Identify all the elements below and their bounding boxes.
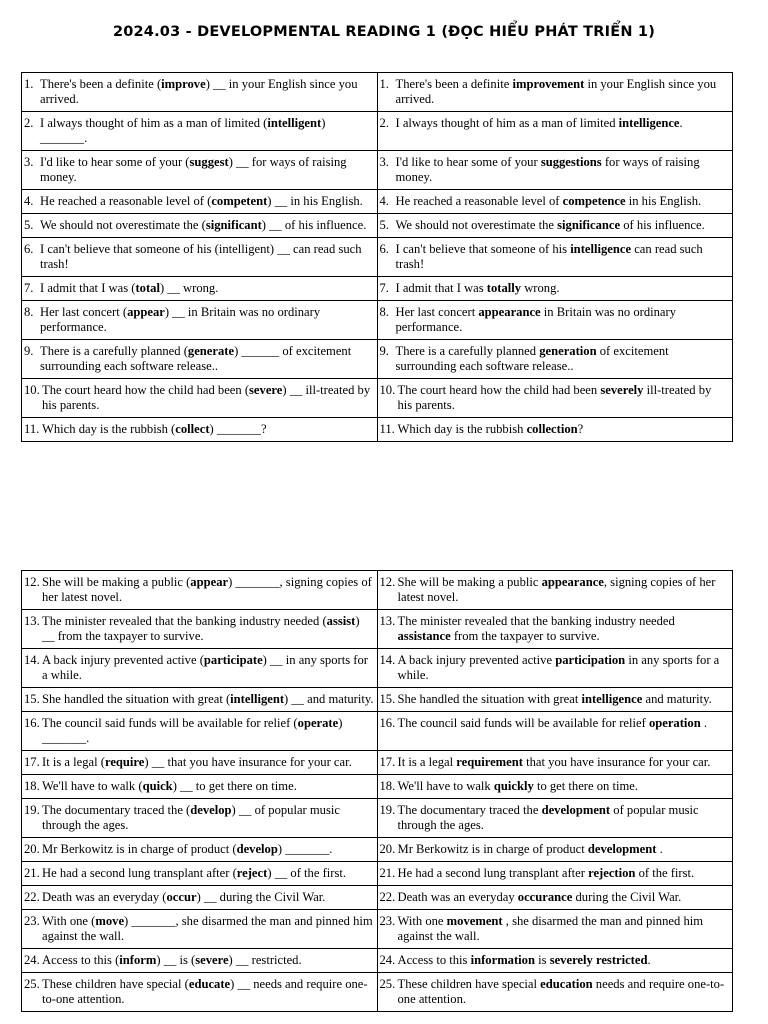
item-number: 5. [24, 218, 34, 232]
table-row [22, 571, 733, 610]
table-row [22, 799, 733, 838]
answer-word: totally [486, 281, 522, 295]
answer-word: participation [555, 653, 626, 667]
exercise-table-1 [21, 72, 733, 442]
question-cell [22, 73, 378, 112]
item-number: 12. [379, 575, 396, 589]
question-cell [22, 418, 378, 442]
item-number: 19. [379, 803, 396, 817]
answer-text: He had a second lung transplant after rejection of the first. [397, 866, 695, 880]
item-number: 6. [379, 242, 389, 256]
table-row [22, 238, 733, 277]
answer-text: It is a legal requirement that you have insurance for your car. [397, 755, 711, 769]
answer-cell [377, 190, 733, 214]
answer-cell [377, 910, 733, 949]
table-row [22, 151, 733, 190]
base-word: severe [195, 953, 229, 967]
base-word: operate [297, 716, 339, 730]
item-number: 14. [24, 653, 40, 667]
question-cell [22, 949, 378, 973]
item-number: 2. [24, 116, 34, 130]
answer-word: significance [557, 218, 621, 232]
answer-word: severely restricted [549, 953, 648, 967]
item-number: 22. [379, 890, 396, 904]
base-word: inform [119, 953, 157, 967]
answer-text: He reached a reasonable level of competence in his English. [395, 194, 702, 208]
base-word: intelligent [230, 692, 285, 706]
table-row [22, 688, 733, 712]
question-text: Death was an everyday (occur) __ during the Civil War. [42, 890, 326, 904]
item-number: 23. [379, 914, 396, 928]
base-word: occur [166, 890, 197, 904]
question-text: She will be making a public (appear) _______, signing copies of her latest novel. [42, 575, 372, 604]
base-word: suggest [189, 155, 229, 169]
item-number: 24. [24, 953, 40, 967]
item-number: 10. [379, 383, 396, 397]
item-number: 1. [24, 77, 34, 91]
question-text: I admit that I was (total) __ wrong. [40, 281, 219, 295]
answer-cell [377, 949, 733, 973]
question-cell [22, 112, 378, 151]
base-word: severe [249, 383, 283, 397]
answer-word: development [541, 803, 611, 817]
item-number: 11. [379, 422, 395, 436]
question-cell [22, 238, 378, 277]
question-cell [22, 649, 378, 688]
base-word: educate [188, 977, 231, 991]
question-text: With one (move) _______, she disarmed the man and pinned him against the wall. [42, 914, 373, 943]
question-cell [22, 886, 378, 910]
answer-word: appearance [478, 305, 541, 319]
table-row [22, 112, 733, 151]
item-number: 15. [24, 692, 40, 706]
answer-text: I'd like to hear some of your suggestions for ways of raising money. [395, 155, 700, 184]
answer-text: We should not overestimate the significance of his influence. [395, 218, 705, 232]
answer-word: intelligence [618, 116, 680, 130]
answer-text: The council said funds will be available for relief operation . [397, 716, 708, 730]
answer-word: operation [648, 716, 701, 730]
answer-text: With one movement , she disarmed the man and pinned him against the wall. [397, 914, 704, 943]
answer-text: Access to this information is severely restricted. [397, 953, 651, 967]
item-number: 9. [379, 344, 389, 358]
answer-word: occurance [517, 890, 573, 904]
item-number: 20. [379, 842, 396, 856]
answer-cell [377, 571, 733, 610]
base-word: move [95, 914, 125, 928]
item-number: 25. [24, 977, 40, 991]
base-word: reject [236, 866, 268, 880]
item-number: 6. [24, 242, 34, 256]
item-number: 18. [379, 779, 396, 793]
question-text: There's been a definite (improve) __ in your English since you arrived. [40, 77, 358, 106]
item-number: 16. [24, 716, 40, 730]
answer-word: improvement [512, 77, 585, 91]
table-row [22, 973, 733, 1012]
item-number: 25. [379, 977, 396, 991]
answer-text: We'll have to walk quickly to get there on time. [397, 779, 639, 793]
base-word: quick [142, 779, 173, 793]
answer-cell [377, 379, 733, 418]
base-word: require [104, 755, 145, 769]
base-word: generate [187, 344, 235, 358]
question-text: I always thought of him as a man of limited (intelligent) _______. [40, 116, 326, 145]
base-word: appear [190, 575, 229, 589]
answer-cell [377, 649, 733, 688]
item-number: 7. [24, 281, 34, 295]
base-word: assist [326, 614, 356, 628]
page-title: 2024.03 - DEVELOPMENTAL READING 1 (ĐỌC HIỂU PHÁT TRIỂN 1) [112, 24, 656, 40]
answer-cell [377, 862, 733, 886]
answer-word: quickly [493, 779, 534, 793]
item-number: 4. [24, 194, 34, 208]
question-text: I'd like to hear some of your (suggest) __ for ways of raising money. [40, 155, 347, 184]
answer-cell [377, 238, 733, 277]
question-text: It is a legal (require) __ that you have insurance for your car. [42, 755, 352, 769]
question-cell [22, 214, 378, 238]
answer-word: intelligence [581, 692, 643, 706]
answer-text: Her last concert appearance in Britain was no ordinary performance. [395, 305, 676, 334]
base-word: competent [211, 194, 268, 208]
answer-cell [377, 418, 733, 442]
table-row [22, 214, 733, 238]
question-text: The council said funds will be available for relief (operate) _______. [42, 716, 343, 745]
answer-text: Mr Berkowitz is in charge of product development . [397, 842, 663, 856]
question-cell [22, 151, 378, 190]
answer-word: collection [526, 422, 578, 436]
question-cell [22, 712, 378, 751]
question-cell [22, 277, 378, 301]
table-row [22, 838, 733, 862]
table-row [22, 277, 733, 301]
question-text: Her last concert (appear) __ in Britain was no ordinary performance. [40, 305, 321, 334]
answer-text: There is a carefully planned generation of excitement surrounding each software release.. [395, 344, 669, 373]
answer-text: I admit that I was totally wrong. [395, 281, 560, 295]
question-cell [22, 910, 378, 949]
item-number: 13. [24, 614, 40, 628]
question-text: He reached a reasonable level of (competent) __ in his English. [40, 194, 363, 208]
question-cell [22, 973, 378, 1012]
item-number: 22. [24, 890, 40, 904]
item-number: 4. [379, 194, 389, 208]
answer-cell [377, 610, 733, 649]
question-cell [22, 775, 378, 799]
answer-cell [377, 751, 733, 775]
item-number: 24. [379, 953, 396, 967]
answer-word: education [540, 977, 593, 991]
question-cell [22, 340, 378, 379]
question-text: I can't believe that someone of his (intelligent) __ can read such trash! [40, 242, 362, 271]
item-number: 3. [24, 155, 34, 169]
question-cell [22, 799, 378, 838]
question-cell [22, 751, 378, 775]
answer-word: competence [562, 194, 626, 208]
table-row [22, 340, 733, 379]
item-number: 11. [24, 422, 40, 436]
base-word: participate [203, 653, 263, 667]
item-number: 17. [379, 755, 396, 769]
answer-cell [377, 340, 733, 379]
table-row [22, 418, 733, 442]
question-text: The minister revealed that the banking industry needed (assist) __ from the taxpayer to survive. [42, 614, 360, 643]
answer-cell [377, 973, 733, 1012]
answer-text: A back injury prevented active participation in any sports for a while. [397, 653, 720, 682]
item-number: 15. [379, 692, 396, 706]
question-text: Access to this (inform) __ is (severe) __ restricted. [42, 953, 302, 967]
item-number: 21. [24, 866, 40, 880]
table-row [22, 712, 733, 751]
question-cell [22, 862, 378, 886]
question-text: The documentary traced the (develop) __ of popular music through the ages. [42, 803, 340, 832]
item-number: 14. [379, 653, 396, 667]
table-row [22, 775, 733, 799]
answer-text: The court heard how the child had been severely ill-treated by his parents. [397, 383, 712, 412]
question-cell [22, 379, 378, 418]
answer-word: generation [539, 344, 597, 358]
table-row [22, 379, 733, 418]
table-row [22, 862, 733, 886]
answer-text: She will be making a public appearance, signing copies of her latest novel. [397, 575, 716, 604]
question-text: A back injury prevented active (participate) __ in any sports for a while. [42, 653, 368, 682]
question-text: Mr Berkowitz is in charge of product (develop) _______. [42, 842, 333, 856]
table-row [22, 190, 733, 214]
answer-text: I always thought of him as a man of limited intelligence. [395, 116, 683, 130]
answer-text: Which day is the rubbish collection? [397, 422, 584, 436]
answer-word: development [587, 842, 657, 856]
answer-word: severely [600, 383, 644, 397]
item-number: 18. [24, 779, 40, 793]
question-text: He had a second lung transplant after (reject) __ of the first. [42, 866, 347, 880]
question-text: She handled the situation with great (intelligent) __ and maturity. [42, 692, 374, 706]
question-text: There is a carefully planned (generate) ______ of excitement surrounding each software release.. [40, 344, 352, 373]
answer-text: These children have special education needs and require one-to-one attention. [397, 977, 725, 1006]
item-number: 10. [24, 383, 40, 397]
answer-cell [377, 112, 733, 151]
answer-cell [377, 73, 733, 112]
base-word: develop [190, 803, 232, 817]
question-cell [22, 610, 378, 649]
table-row [22, 610, 733, 649]
question-cell [22, 838, 378, 862]
table-row [22, 649, 733, 688]
answer-cell [377, 151, 733, 190]
table-row [22, 949, 733, 973]
answer-text: The documentary traced the development of popular music through the ages. [397, 803, 699, 832]
item-number: 19. [24, 803, 40, 817]
answer-text: Death was an everyday occurance during the Civil War. [397, 890, 682, 904]
table-row [22, 886, 733, 910]
question-text: These children have special (educate) __ needs and require one-to-one attention. [42, 977, 368, 1006]
base-word: intelligent [267, 116, 322, 130]
question-cell [22, 571, 378, 610]
question-text: The court heard how the child had been (severe) __ ill-treated by his parents. [42, 383, 371, 412]
answer-cell [377, 301, 733, 340]
answer-cell [377, 688, 733, 712]
question-text: Which day is the rubbish (collect) _______? [42, 422, 267, 436]
base-word: total [135, 281, 160, 295]
table-row [22, 73, 733, 112]
item-number: 5. [379, 218, 389, 232]
item-number: 21. [379, 866, 396, 880]
answer-cell [377, 214, 733, 238]
base-word: improve [161, 77, 206, 91]
answer-word: requirement [456, 755, 523, 769]
answer-text: She handled the situation with great intelligence and maturity. [397, 692, 712, 706]
answer-cell [377, 799, 733, 838]
answer-word: rejection [588, 866, 636, 880]
answer-word: intelligence [570, 242, 632, 256]
question-cell [22, 190, 378, 214]
table-row [22, 301, 733, 340]
item-number: 20. [24, 842, 40, 856]
base-word: collect [175, 422, 210, 436]
table-row [22, 910, 733, 949]
item-number: 3. [379, 155, 389, 169]
item-number: 8. [24, 305, 34, 319]
answer-word: suggestions [540, 155, 602, 169]
base-word: appear [127, 305, 165, 319]
answer-text: The minister revealed that the banking industry needed assistance from the taxpayer to survive. [397, 614, 675, 643]
answer-word: movement [446, 914, 503, 928]
answer-text: There's been a definite improvement in your English since you arrived. [395, 77, 717, 106]
base-word: develop [236, 842, 278, 856]
item-number: 16. [379, 716, 396, 730]
answer-cell [377, 775, 733, 799]
item-number: 12. [24, 575, 40, 589]
exercise-table-2 [21, 570, 733, 1012]
item-number: 17. [24, 755, 40, 769]
answer-word: assistance [397, 629, 451, 643]
answer-cell [377, 712, 733, 751]
question-text: We should not overestimate the (significant) __ of his influence. [40, 218, 367, 232]
item-number: 13. [379, 614, 396, 628]
question-cell [22, 688, 378, 712]
answer-cell [377, 838, 733, 862]
answer-word: information [470, 953, 535, 967]
answer-cell [377, 886, 733, 910]
item-number: 8. [379, 305, 389, 319]
table-row [22, 751, 733, 775]
base-word: significant [205, 218, 262, 232]
item-number: 7. [379, 281, 389, 295]
answer-cell [377, 277, 733, 301]
answer-text: I can't believe that someone of his intelligence can read such trash! [395, 242, 703, 271]
answer-word: appearance [541, 575, 604, 589]
item-number: 1. [379, 77, 389, 91]
item-number: 9. [24, 344, 34, 358]
question-text: We'll have to walk (quick) __ to get there on time. [42, 779, 297, 793]
question-cell [22, 301, 378, 340]
item-number: 2. [379, 116, 389, 130]
item-number: 23. [24, 914, 40, 928]
